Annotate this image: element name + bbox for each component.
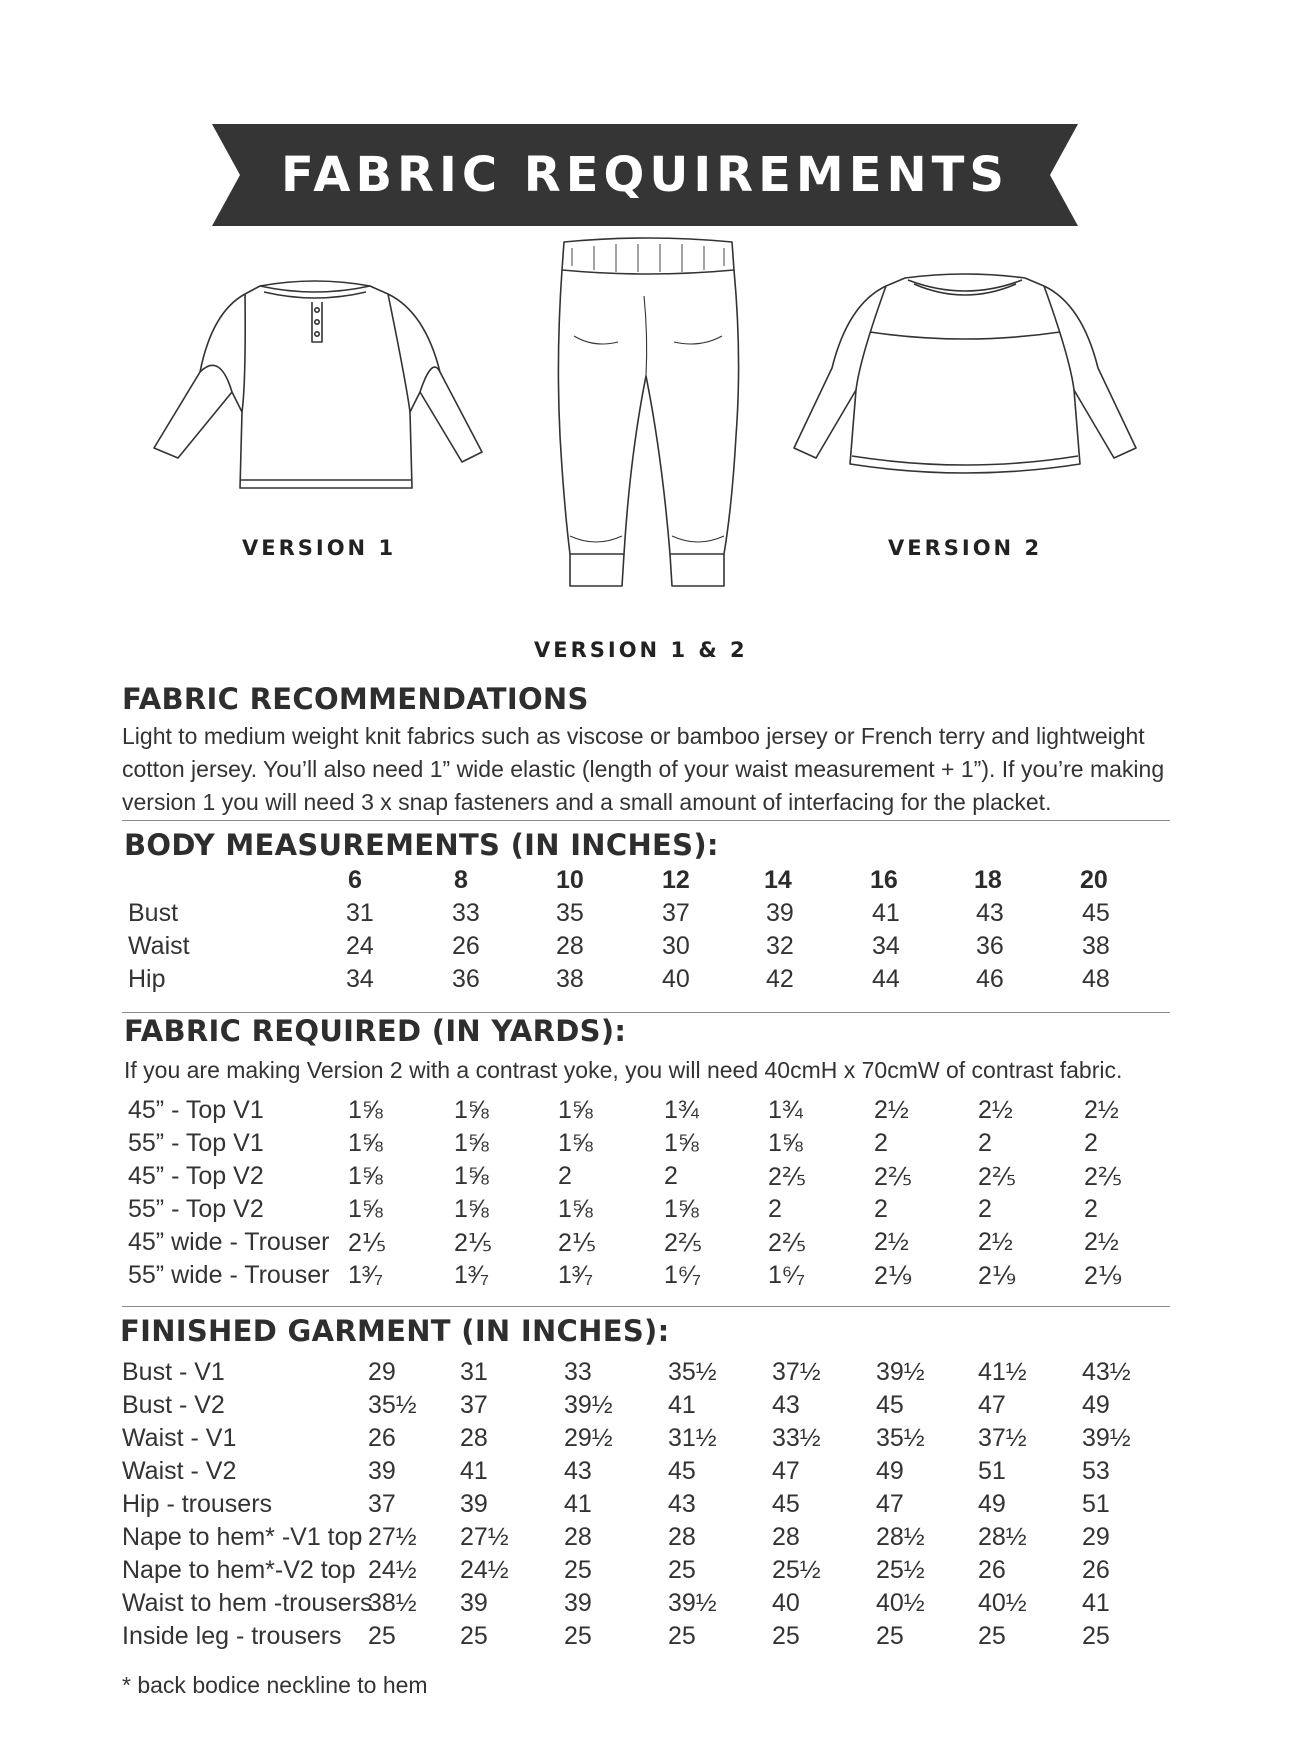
table-cell: 46 bbox=[976, 965, 1004, 993]
table-cell: 1⅝ bbox=[558, 1096, 593, 1124]
table-cell: 1⅝ bbox=[664, 1129, 699, 1157]
row-label: Hip - trousers bbox=[122, 1490, 273, 1518]
table-cell: 28 bbox=[556, 932, 584, 960]
table-cell: 39 bbox=[564, 1589, 592, 1617]
table-cell: 47 bbox=[876, 1490, 904, 1518]
section-divider bbox=[122, 820, 1170, 821]
table-cell: 49 bbox=[876, 1457, 904, 1485]
table-cell: 2⅕ bbox=[348, 1229, 387, 1257]
table-cell: 2 bbox=[1084, 1195, 1098, 1223]
table-cell: 41 bbox=[460, 1457, 488, 1485]
row-label: Hip bbox=[128, 965, 166, 993]
table-cell: 39 bbox=[460, 1589, 488, 1617]
table-cell: 2½ bbox=[978, 1228, 1013, 1256]
row-label: Waist bbox=[128, 932, 190, 960]
table-cell: 25 bbox=[1082, 1622, 1110, 1650]
table-cell: 34 bbox=[346, 965, 374, 993]
table-cell: 1¾ bbox=[664, 1096, 699, 1124]
version-2-label: VERSION 2 bbox=[888, 536, 1043, 560]
size-header: 18 bbox=[974, 866, 1002, 894]
table-cell: 1⅝ bbox=[454, 1096, 489, 1124]
table-cell: 25 bbox=[772, 1622, 800, 1650]
row-label: Nape to hem*-V2 top bbox=[122, 1556, 356, 1584]
table-cell: 38 bbox=[1082, 932, 1110, 960]
table-cell: 1⁶⁄₇ bbox=[768, 1261, 805, 1289]
table-cell: 37 bbox=[460, 1391, 488, 1419]
body-measurements-heading: BODY MEASUREMENTS (IN INCHES): bbox=[124, 828, 719, 862]
table-cell: 2½ bbox=[874, 1228, 909, 1256]
table-cell: 1⅝ bbox=[348, 1162, 383, 1190]
table-cell: 24 bbox=[346, 932, 374, 960]
table-cell: 1⅝ bbox=[558, 1129, 593, 1157]
table-cell: 2⅖ bbox=[978, 1163, 1017, 1191]
finished-garment-heading: FINISHED GARMENT (IN INCHES): bbox=[120, 1314, 670, 1348]
section-divider bbox=[122, 1306, 1170, 1307]
table-cell: 26 bbox=[452, 932, 480, 960]
row-label: Waist - V1 bbox=[122, 1424, 237, 1452]
table-cell: 40½ bbox=[978, 1589, 1027, 1617]
size-header: 12 bbox=[662, 866, 690, 894]
table-cell: 26 bbox=[368, 1424, 396, 1452]
row-label: 55” - Top V2 bbox=[128, 1195, 264, 1223]
body-measurements-table bbox=[128, 866, 1178, 998]
row-label: 45” wide - Trouser bbox=[128, 1228, 330, 1256]
table-cell: 39½ bbox=[668, 1589, 717, 1617]
row-label: 45” - Top V1 bbox=[128, 1096, 264, 1124]
table-cell: 24½ bbox=[368, 1556, 417, 1584]
table-cell: 53 bbox=[1082, 1457, 1110, 1485]
table-cell: 28½ bbox=[876, 1523, 925, 1551]
row-label: 45” - Top V2 bbox=[128, 1162, 264, 1190]
contrast-yoke-note: If you are making Version 2 with a contrast yoke, you will need 40cmH x 70cmW of contrast fabric. bbox=[124, 1057, 1123, 1083]
table-cell: 47 bbox=[772, 1457, 800, 1485]
row-label: Nape to hem* -V1 top bbox=[122, 1523, 363, 1551]
page-title: FABRIC REQUIREMENTS bbox=[281, 147, 1009, 203]
table-cell: 39½ bbox=[564, 1391, 613, 1419]
size-header: 14 bbox=[764, 866, 792, 894]
yoke-top-illustration bbox=[790, 268, 1140, 500]
row-label: Waist - V2 bbox=[122, 1457, 237, 1485]
trousers-illustration bbox=[554, 236, 742, 616]
table-cell: 27½ bbox=[368, 1523, 417, 1551]
table-cell: 35½ bbox=[876, 1424, 925, 1452]
row-label: Bust bbox=[128, 899, 179, 927]
table-cell: 41 bbox=[872, 899, 900, 927]
table-cell: 2 bbox=[874, 1129, 888, 1157]
table-cell: 26 bbox=[1082, 1556, 1110, 1584]
row-label: 55” wide - Trouser bbox=[128, 1261, 330, 1289]
table-cell: 45 bbox=[1082, 899, 1110, 927]
table-cell: 40 bbox=[662, 965, 690, 993]
table-cell: 51 bbox=[978, 1457, 1006, 1485]
table-cell: 2½ bbox=[978, 1096, 1013, 1124]
table-cell: 2⅕ bbox=[558, 1229, 597, 1257]
table-cell: 2⅑ bbox=[978, 1262, 1017, 1290]
table-cell: 2 bbox=[978, 1195, 992, 1223]
table-cell: 43 bbox=[772, 1391, 800, 1419]
table-cell: 25 bbox=[460, 1622, 488, 1650]
table-cell: 2⅑ bbox=[874, 1262, 913, 1290]
table-cell: 43 bbox=[976, 899, 1004, 927]
row-label: Bust - V1 bbox=[122, 1358, 225, 1386]
table-cell: 1⅝ bbox=[454, 1129, 489, 1157]
table-cell: 1⁶⁄₇ bbox=[664, 1261, 701, 1289]
fabric-required-table bbox=[128, 1096, 1178, 1294]
table-cell: 45 bbox=[772, 1490, 800, 1518]
table-cell: 43 bbox=[668, 1490, 696, 1518]
version-1-2-label: VERSION 1 & 2 bbox=[534, 638, 748, 662]
fabric-recommendations-line: cotton jersey. You’ll also need 1” wide elastic (length of your waist measurement + 1”). If you’re making bbox=[122, 756, 1165, 782]
table-cell: 1⅝ bbox=[454, 1162, 489, 1190]
table-cell: 39 bbox=[766, 899, 794, 927]
table-cell: 25½ bbox=[876, 1556, 925, 1584]
table-cell: 41 bbox=[564, 1490, 592, 1518]
table-cell: 25 bbox=[876, 1622, 904, 1650]
version-1-label: VERSION 1 bbox=[242, 536, 397, 560]
table-cell: 27½ bbox=[460, 1523, 509, 1551]
table-cell: 28 bbox=[460, 1424, 488, 1452]
table-cell: 35 bbox=[556, 899, 584, 927]
table-cell: 2⅖ bbox=[768, 1229, 807, 1257]
table-cell: 32 bbox=[766, 932, 794, 960]
table-cell: 37½ bbox=[978, 1424, 1027, 1452]
table-cell: 35½ bbox=[368, 1391, 417, 1419]
table-cell: 28 bbox=[668, 1523, 696, 1551]
table-cell: 1⅝ bbox=[768, 1129, 803, 1157]
section-divider bbox=[122, 1012, 1170, 1013]
fabric-recommendations-line: Light to medium weight knit fabrics such as viscose or bamboo jersey or French terry and lightweight bbox=[122, 723, 1145, 749]
table-cell: 28 bbox=[772, 1523, 800, 1551]
table-cell: 41 bbox=[668, 1391, 696, 1419]
table-cell: 1³⁄₇ bbox=[454, 1261, 489, 1289]
row-label: 55” - Top V1 bbox=[128, 1129, 264, 1157]
table-cell: 25 bbox=[564, 1556, 592, 1584]
table-cell: 45 bbox=[668, 1457, 696, 1485]
finished-garment-table bbox=[122, 1358, 1178, 1655]
henley-top-illustration bbox=[150, 272, 490, 502]
table-cell: 51 bbox=[1082, 1490, 1110, 1518]
row-label: Waist to hem -trousers bbox=[122, 1589, 373, 1617]
size-header: 10 bbox=[556, 866, 584, 894]
table-cell: 39½ bbox=[876, 1358, 925, 1386]
table-cell: 2 bbox=[874, 1195, 888, 1223]
table-cell: 25 bbox=[368, 1622, 396, 1650]
size-header: 20 bbox=[1080, 866, 1108, 894]
table-cell: 33½ bbox=[772, 1424, 821, 1452]
table-cell: 37 bbox=[368, 1490, 396, 1518]
fabric-recommendations-line: version 1 you will need 3 x snap fasteners and a small amount of interfacing for the placket. bbox=[122, 789, 1052, 815]
table-cell: 24½ bbox=[460, 1556, 509, 1584]
table-cell: 2 bbox=[978, 1129, 992, 1157]
table-cell: 31½ bbox=[668, 1424, 717, 1452]
row-label: Bust - V2 bbox=[122, 1391, 225, 1419]
size-header: 16 bbox=[870, 866, 898, 894]
table-cell: 31 bbox=[460, 1358, 488, 1386]
table-cell: 2 bbox=[768, 1195, 782, 1223]
table-cell: 37½ bbox=[772, 1358, 821, 1386]
fabric-required-heading: FABRIC REQUIRED (IN YARDS): bbox=[124, 1014, 627, 1048]
table-cell: 26 bbox=[978, 1556, 1006, 1584]
table-cell: 49 bbox=[1082, 1391, 1110, 1419]
table-cell: 40½ bbox=[876, 1589, 925, 1617]
table-cell: 35½ bbox=[668, 1358, 717, 1386]
table-cell: 31 bbox=[346, 899, 374, 927]
table-cell: 36 bbox=[452, 965, 480, 993]
table-cell: 25 bbox=[668, 1622, 696, 1650]
table-cell: 1³⁄₇ bbox=[348, 1261, 383, 1289]
table-cell: 2 bbox=[664, 1162, 678, 1190]
table-cell: 1⅝ bbox=[348, 1129, 383, 1157]
table-cell: 45 bbox=[876, 1391, 904, 1419]
table-cell: 38 bbox=[556, 965, 584, 993]
table-cell: 33 bbox=[564, 1358, 592, 1386]
table-cell: 25 bbox=[668, 1556, 696, 1584]
table-cell: 2⅑ bbox=[1084, 1262, 1123, 1290]
table-cell: 25½ bbox=[772, 1556, 821, 1584]
table-cell: 41½ bbox=[978, 1358, 1027, 1386]
table-cell: 25 bbox=[564, 1622, 592, 1650]
table-cell: 25 bbox=[978, 1622, 1006, 1650]
table-cell: 44 bbox=[872, 965, 900, 993]
table-cell: 29 bbox=[1082, 1523, 1110, 1551]
table-cell: 49 bbox=[978, 1490, 1006, 1518]
table-cell: 43½ bbox=[1082, 1358, 1131, 1386]
table-cell: 41 bbox=[1082, 1589, 1110, 1617]
row-label: Inside leg - trousers bbox=[122, 1622, 342, 1650]
table-cell: 2½ bbox=[874, 1096, 909, 1124]
table-cell: 2 bbox=[1084, 1129, 1098, 1157]
table-cell: 28½ bbox=[978, 1523, 1027, 1551]
table-cell: 39½ bbox=[1082, 1424, 1131, 1452]
table-cell: 29½ bbox=[564, 1424, 613, 1452]
table-cell: 33 bbox=[452, 899, 480, 927]
size-header: 8 bbox=[454, 866, 468, 894]
table-cell: 48 bbox=[1082, 965, 1110, 993]
table-cell: 1³⁄₇ bbox=[558, 1261, 593, 1289]
table-cell: 2½ bbox=[1084, 1228, 1119, 1256]
table-cell: 2⅖ bbox=[1084, 1163, 1123, 1191]
table-cell: 1⅝ bbox=[558, 1195, 593, 1223]
table-cell: 1⅝ bbox=[348, 1096, 383, 1124]
table-cell: 1⅝ bbox=[348, 1195, 383, 1223]
table-cell: 36 bbox=[976, 932, 1004, 960]
table-cell: 2⅖ bbox=[664, 1229, 703, 1257]
table-cell: 1⅝ bbox=[454, 1195, 489, 1223]
table-cell: 28 bbox=[564, 1523, 592, 1551]
table-cell: 2⅕ bbox=[454, 1229, 493, 1257]
fabric-recommendations-text bbox=[122, 720, 1182, 819]
table-cell: 1⅝ bbox=[664, 1195, 699, 1223]
table-cell: 2⅖ bbox=[874, 1163, 913, 1191]
table-cell: 1¾ bbox=[768, 1096, 803, 1124]
table-cell: 30 bbox=[662, 932, 690, 960]
table-cell: 29 bbox=[368, 1358, 396, 1386]
table-cell: 47 bbox=[978, 1391, 1006, 1419]
footnote: * back bodice neckline to hem bbox=[122, 1672, 428, 1698]
table-cell: 37 bbox=[662, 899, 690, 927]
table-cell: 39 bbox=[368, 1457, 396, 1485]
table-cell: 43 bbox=[564, 1457, 592, 1485]
table-cell: 40 bbox=[772, 1589, 800, 1617]
table-cell: 34 bbox=[872, 932, 900, 960]
size-header: 6 bbox=[348, 866, 362, 894]
table-cell: 42 bbox=[766, 965, 794, 993]
table-cell: 2 bbox=[558, 1162, 572, 1190]
table-cell: 38½ bbox=[368, 1589, 417, 1617]
table-cell: 39 bbox=[460, 1490, 488, 1518]
title-banner bbox=[212, 124, 1078, 226]
table-cell: 2½ bbox=[1084, 1096, 1119, 1124]
fabric-recommendations-heading: FABRIC RECOMMENDATIONS bbox=[122, 682, 589, 716]
table-cell: 2⅖ bbox=[768, 1163, 807, 1191]
